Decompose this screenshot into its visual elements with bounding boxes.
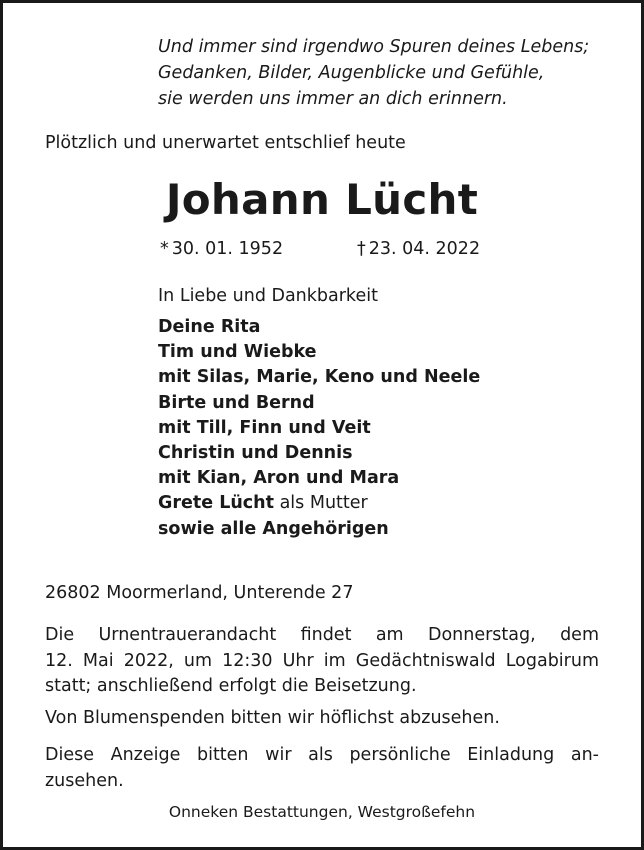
birth-date-row bbox=[160, 236, 283, 262]
flowers-line: Von Blumenspenden bitten wir höflichst abzusehen. bbox=[45, 708, 500, 728]
deceased-name: Johann Lücht bbox=[165, 175, 479, 224]
mourner-line-mother bbox=[158, 491, 480, 516]
ceremony-paragraph bbox=[45, 623, 599, 700]
birth-symbol: * bbox=[160, 239, 169, 259]
death-date-row bbox=[357, 236, 480, 262]
ceremony-line: statt; anschließend erfolgt die Beisetzung. bbox=[45, 676, 417, 696]
intro-text: Plötzlich und unerwartet entschlief heute bbox=[45, 133, 406, 153]
mourner-line: Birte und Bernd bbox=[158, 392, 315, 413]
gratitude-line: In Liebe und Dankbarkeit bbox=[158, 286, 378, 306]
mourner-line: mit Kian, Aron und Mara bbox=[158, 468, 400, 489]
mourner-line: mit Till, Finn und Veit bbox=[158, 417, 371, 438]
death-date: 23. 04. 2022 bbox=[368, 239, 481, 259]
poem-line: Und immer sind irgendwo Spuren deines Lebens; bbox=[158, 37, 590, 57]
mourner-line: sowie alle Angehörigen bbox=[158, 518, 389, 539]
mother-relation: als Mutter bbox=[279, 493, 368, 514]
funeral-home: Onneken Bestattungen, Westgroßefehn bbox=[168, 803, 476, 821]
death-symbol: † bbox=[357, 239, 366, 259]
mourners-list bbox=[158, 315, 480, 542]
invitation-line: zusehen. bbox=[45, 770, 124, 791]
poem-line: sie werden uns immer an dich erinnern. bbox=[158, 89, 508, 109]
mother-name: Grete Lücht bbox=[158, 493, 274, 514]
poem-line: Gedanken, Bilder, Augenblicke und Gefühle, bbox=[158, 63, 545, 83]
invitation-line: Diese Anzeige bitten wir als persönliche Einladung an- bbox=[45, 745, 599, 765]
poem bbox=[158, 34, 589, 112]
birth-date: 30. 01. 1952 bbox=[171, 239, 284, 259]
mourner-line: mit Silas, Marie, Keno und Neele bbox=[158, 367, 481, 388]
ceremony-line: Die Urnentrauerandacht findet am Donnerstag, dem bbox=[45, 625, 599, 645]
invitation-paragraph bbox=[45, 743, 599, 794]
mourner-line: Deine Rita bbox=[158, 317, 261, 337]
mourner-line: Christin und Dennis bbox=[158, 443, 353, 464]
address: 26802 Moormerland, Unterende 27 bbox=[45, 583, 354, 603]
mourner-line: Tim und Wiebke bbox=[158, 342, 317, 363]
ceremony-line: 12. Mai 2022, um 12:30 Uhr im Gedächtniswald Logabirum bbox=[45, 650, 599, 671]
flowers-paragraph bbox=[45, 706, 599, 732]
